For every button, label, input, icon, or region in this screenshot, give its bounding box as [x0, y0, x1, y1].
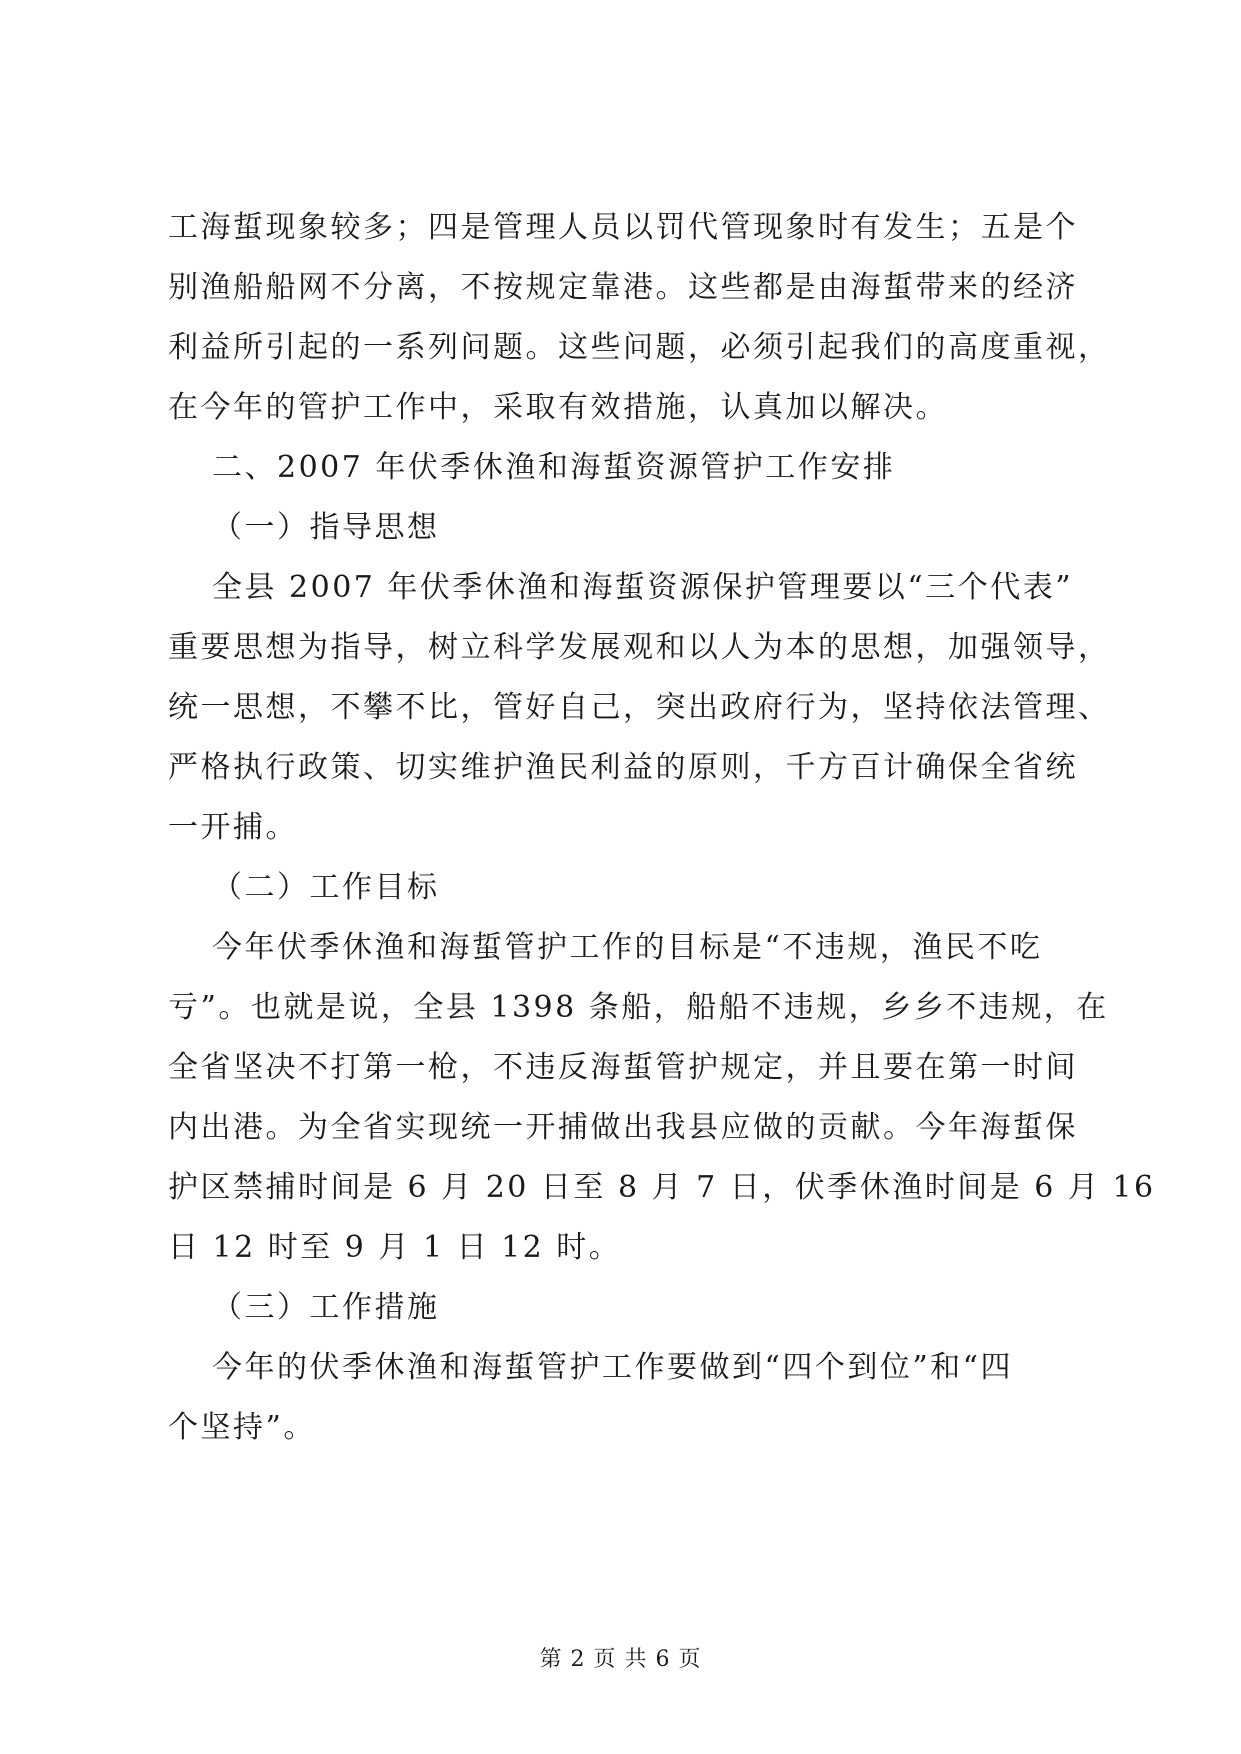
body-line: 工海蜇现象较多；四是管理人员以罚代管现象时有发生；五是个	[168, 210, 1078, 245]
section-heading: 二、2007 年伏季休渔和海蜇资源管护工作安排	[212, 450, 896, 485]
body-line: 全县 2007 年伏季休渔和海蜇资源保护管理要以“三个代表”	[212, 570, 1074, 605]
body-line: 亏”。也就是说，全县 1398 条船，船船不违规，乡乡不违规，在	[168, 990, 1109, 1025]
body-line: 一开捕。	[168, 810, 298, 845]
body-line: 个坚持”。	[168, 1410, 316, 1445]
body-line: 利益所引起的一系列问题。这些问题，必须引起我们的高度重视，	[168, 330, 1111, 365]
body-line: 别渔船船网不分离，不按规定靠港。这些都是由海蜇带来的经济	[168, 270, 1078, 305]
body-line: 日 12 时至 9 月 1 日 12 时。	[168, 1230, 622, 1265]
subsection-heading: （三）工作措施	[212, 1290, 440, 1325]
subsection-heading: （二）工作目标	[212, 870, 440, 905]
page-number-footer: 第 2 页 共 6 页	[539, 1647, 702, 1672]
body-line: 今年的伏季休渔和海蜇管护工作要做到“四个到位”和“四	[212, 1350, 1014, 1385]
body-line: 内出港。为全省实现统一开捕做出我县应做的贡献。今年海蜇保	[168, 1110, 1078, 1145]
subsection-heading: （一）指导思想	[212, 510, 440, 545]
body-line: 在今年的管护工作中，采取有效措施，认真加以解决。	[168, 390, 948, 425]
body-line: 今年伏季休渔和海蜇管护工作的目标是“不违规，渔民不吃	[212, 930, 1043, 965]
body-line: 全省坚决不打第一枪，不违反海蜇管护规定，并且要在第一时间	[168, 1050, 1078, 1085]
body-line: 护区禁捕时间是 6 月 20 日至 8 月 7 日，伏季休渔时间是 6 月 16	[168, 1170, 1156, 1205]
body-line: 严格执行政策、切实维护渔民利益的原则，千方百计确保全省统	[168, 750, 1078, 785]
body-line: 统一思想，不攀不比，管好自己，突出政府行为，坚持依法管理、	[168, 690, 1111, 725]
body-line: 重要思想为指导，树立科学发展观和以人为本的思想，加强领导，	[168, 630, 1111, 665]
